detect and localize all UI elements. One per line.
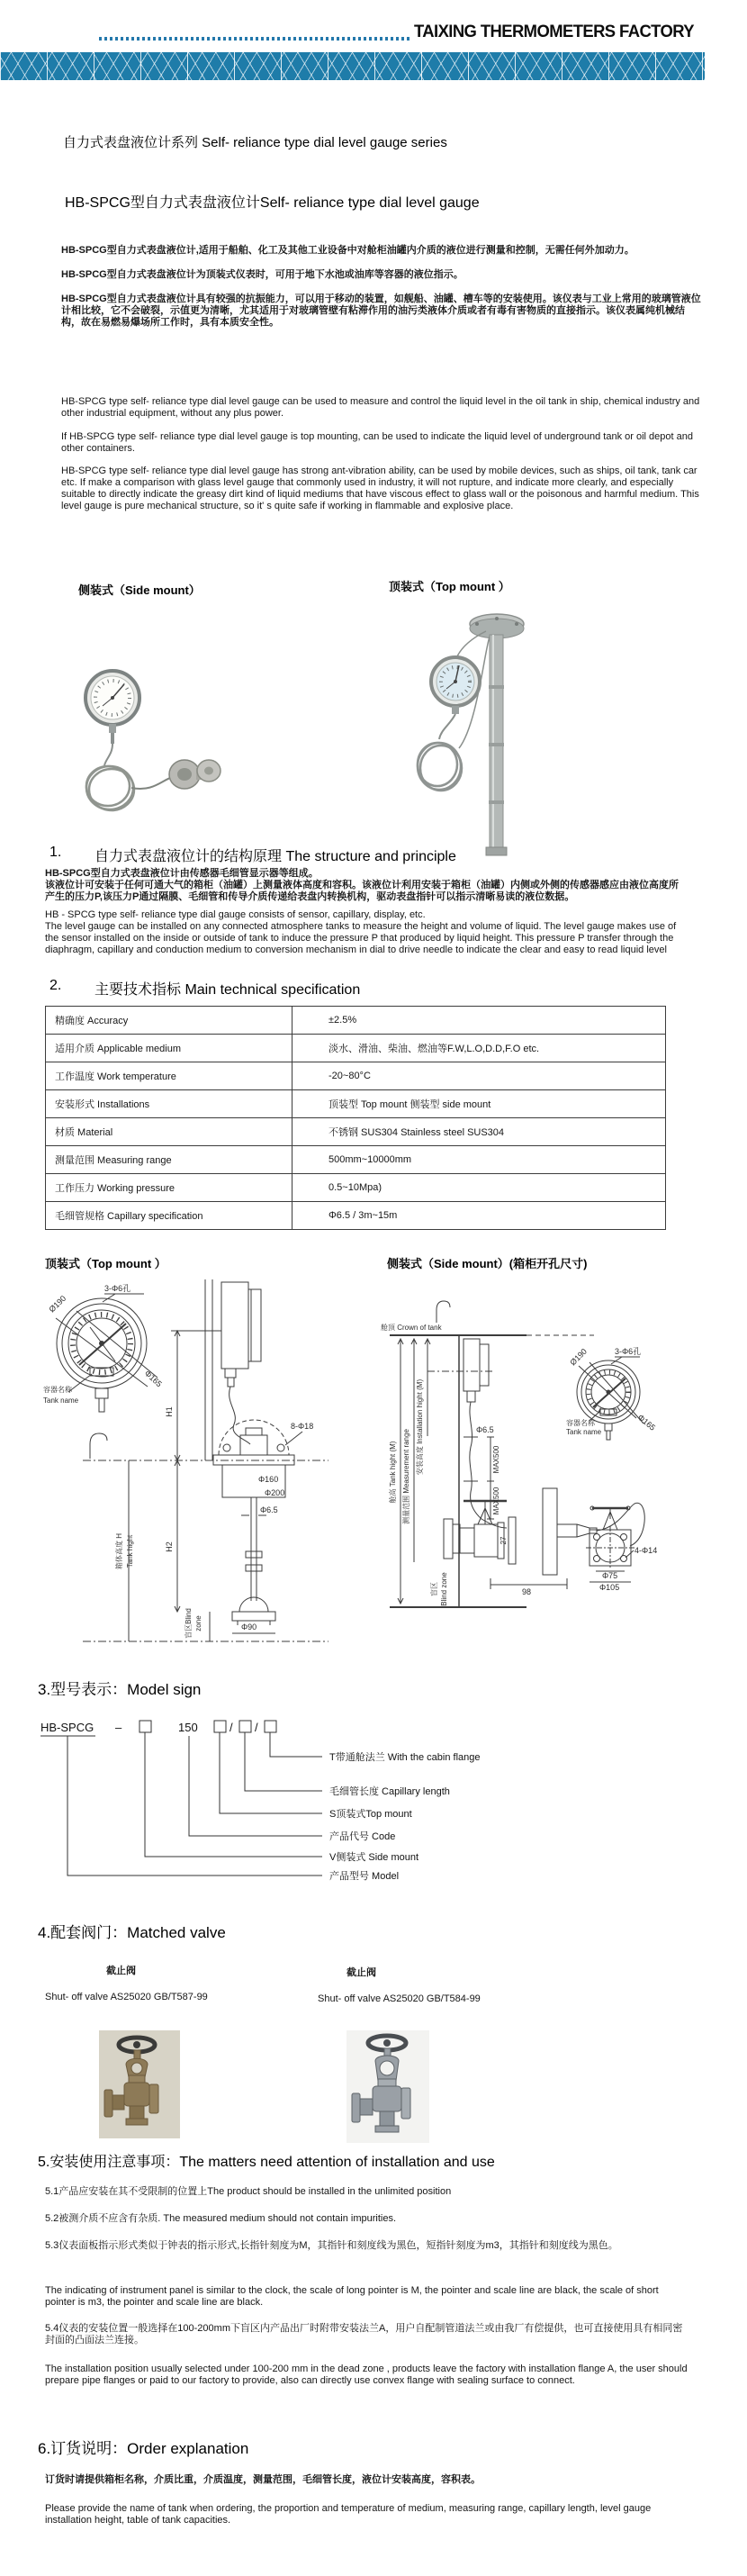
spec-value: -20~80°C (292, 1062, 666, 1090)
pattern-banner (0, 52, 705, 80)
dial-gauge (86, 671, 140, 744)
table-row (46, 1174, 666, 1202)
section1-en-line1: HB - SPCG type self- reliance type dial gauge consists of sensor, capillary, display, etc. (45, 909, 426, 920)
intro-en-3: HB-SPCG type self- reliance type dial level gauge has strong ant-vibration ability, can be used by mobile devices, such as ships, oil tank, tank car etc. If make a comparison with glass level gauge that commonly used in industry, it will not rupture, and indicate more clearly, and especially suitable to directly indicate the greasy dirt kind of liquid mediums that have viscous effect to glass wall or the poisonous and harmful medium. This level gauge is pure mechanical structure, so it' s quite safe if working in flammable and explosive place. (61, 465, 699, 511)
model-code-slash: / (230, 1721, 233, 1734)
sensor-assembly (213, 1420, 302, 1497)
annotation-d190: Ø190 (47, 1293, 68, 1315)
annotation-d200: Φ200 (265, 1488, 285, 1497)
sensor-flange (169, 760, 220, 789)
section5-item4-en: The installation position usually selected under 100-200 mm in the dead zone , products leave the factory with installation flange A, the user should prepare pipe flanges or paid to our factory to provide, also can directly use convex flange with sealing surface to connect. (45, 2364, 688, 2386)
section1-number: 1. (50, 845, 62, 860)
valve1-spec: Shut- off valve AS25020 GB/T587-99 (45, 1992, 208, 2002)
top-mount-drawing (36, 1277, 387, 1655)
table-row (46, 1146, 666, 1174)
side-drawing-label: 侧装式（Side mount）(箱柜开孔尺寸) (387, 1257, 588, 1270)
hook-symbol (436, 1301, 450, 1323)
spec-label: 精确度 Accuracy (46, 1007, 292, 1035)
annotation-blind-en: zone (194, 1615, 202, 1631)
spec-value: 顶装型 Top mount 侧装型 side mount (292, 1090, 666, 1118)
annotation-tank-height-cn: 箱体高度 H (115, 1533, 123, 1569)
annotation-dim98: 98 (522, 1587, 532, 1596)
annotation-blind-en: Blind zone (440, 1572, 448, 1606)
model-label-model: 产品型号 Model (329, 1871, 400, 1882)
section1-heading: 自力式表盘液位计的结构原理 The structure and principle (94, 849, 456, 864)
standpipe (486, 635, 507, 855)
intro-cn-2: HB-SPCG型自力式表盘液位计为顶装式仪表时，可用于地下水池或油库等容器的液位指示。 (61, 269, 464, 280)
model-label-side-mount: V侧装式 Side mount (329, 1852, 419, 1863)
annotation-crown: 舱顶 Crown of tank (381, 1324, 442, 1332)
section5-item1: 5.1产品应安装在其不受限制的位置上The product should be installed in the unlimited position (45, 2186, 452, 2197)
spec-label: 工作压力 Working pressure (46, 1174, 292, 1202)
section5-item3-en: The indicating of instrument panel is similar to the clock, the scale of long pointer is M, the pointer and scale line are black, the scale of short pointer is m3, the pointer and scale line are black. (45, 2285, 659, 2308)
annotation-holes: 3-Φ6孔 (104, 1284, 131, 1293)
table-row (46, 1062, 666, 1090)
model-code-size: 150 (178, 1721, 198, 1734)
side-mount-photo (72, 603, 243, 846)
annotation-max500-a: MAX500 (492, 1445, 500, 1474)
model-label-capillary-length: 毛细管长度 Capillary length (329, 1786, 450, 1797)
annotation-d105: Φ105 (599, 1583, 620, 1592)
section1-cn-line1: HB-SPCG型自力式表盘液位计由传感器毛细管显示器等组成。 (45, 868, 319, 879)
table-row (46, 1090, 666, 1118)
dimension-h (171, 1331, 221, 1612)
model-code-slash: / (255, 1721, 258, 1734)
section1-en-body: The level gauge can be installed on any connected atmosphere tanks to measure the height and volume of liquid. The level gauge makes use of the sensor installed on the inside or outside of tank to induce the pressure P that produced by liquid height. This pressure P transfer through the diaphragm, capillary and conduction medium to conversion mechanism in dial to drive needle to indicate the clear and easy to read liquid level (45, 921, 677, 955)
annotation-tank-name-en: Tank name (566, 1428, 602, 1436)
annotation-tank-height: 舱高 Tank hight (M) (389, 1441, 397, 1504)
top-drawing-label: 顶装式（Top mount ） (45, 1257, 166, 1270)
annotation-max500-b: MAX500 (492, 1487, 500, 1515)
intro-cn-1: HB-SPCG型自力式表盘液位计,适用于船舶、化工及其他工业设备中对舱柜油罐内介质的液位进行测量和控制，无需任何外加动力。 (61, 245, 634, 256)
model-label-top-mount: S顶装式Top mount (329, 1809, 412, 1820)
section1-cn-body: 该液位计可安装于任何可通大气的箱柜（油罐）上测量液体高度和容积。该液位计利用安装于箱柜（油罐）内侧或外侧的传感器感应由液位高度所产生的压力P,该压力P通过隔膜、毛细管和传导介质传递给表盘内转换机构，驱动表盘指针可以指示清晰易读的液位数据。 (45, 880, 679, 902)
annotation-tank-height-en: Tank hight (126, 1534, 134, 1568)
top-mount-photo-label: 顶装式（Top mount ） (389, 580, 510, 593)
section6-cn: 订货时请提供箱柜名称，介质比重，介质温度，测量范围，毛细管长度，液位计安装高度，容积表。 (45, 2474, 481, 2485)
spec-label: 材质 Material (46, 1118, 292, 1146)
annotation-d65: Φ6.5 (260, 1505, 278, 1514)
model-sign-diagram (36, 1711, 711, 1891)
hook-symbol (90, 1433, 107, 1459)
section2-number: 2. (50, 978, 62, 993)
capillary-coil (86, 766, 134, 810)
gauge-side-view (205, 1279, 261, 1460)
intro-cn-3: HB-SPCG型自力式表盘液位计具有较强的抗振能力，可以用于移动的装置，如舰船、油罐、槽车等的安装使用。该仪表与工业上常用的玻璃管液位计相比较，它不会破裂，示值更为清晰，尤其适用于对玻璃管壁有粘滞作用的油污类液体介质或者有毒有害物质的直接指示。该仪表属纯机械结构，故在易燃易爆场所工作时，具有本质安全性。 (61, 294, 701, 328)
table-row (46, 1118, 666, 1146)
annotation-bolt-holes: 8-Φ18 (291, 1422, 314, 1431)
section5-item4: 5.4仪表的安装位置一般选择在100-200mm下盲区内产品出厂时附带安装法兰A，用户自配制管道法兰或由我厂有偿提供，也可直接使用具有相同密封面的凸面法兰连接。 (45, 2323, 683, 2346)
valve1-name: 截止阀 (106, 1966, 136, 1976)
side-mount-photo-label: 侧装式（Side mount） (78, 583, 201, 597)
side-mount-drawing (374, 1292, 734, 1670)
valve2-name: 截止阀 (346, 1967, 376, 1978)
annotation-d165: Φ165 (142, 1369, 164, 1389)
section6-en: Please provide the name of tank when ordering, the proportion and temperature of medium, measuring range, capillary length, level gauge installation height, table of tank capacities. (45, 2503, 652, 2526)
annotation-d65: Φ6.5 (476, 1425, 494, 1434)
annotation-measure-range: 测量范围 Measurement range (402, 1429, 410, 1524)
annotation-install-height: 安装高度 Installation hight (M) (416, 1378, 424, 1476)
spec-value: Φ6.5 / 3m~15m (292, 1202, 666, 1230)
page-title: 自力式表盘液位计系列 Self- reliance type dial level gauge series (63, 135, 447, 150)
spec-value: 不锈钢 SUS304 Stainless steel SUS304 (292, 1118, 666, 1146)
brand-title: TAIXING THERMOMETERS FACTORY (414, 23, 695, 41)
valve2-photo (346, 2030, 429, 2143)
intro-en-1: HB-SPCG type self- reliance type dial level gauge can be used to measure and control the liquid level in the oil tank in ship, chemical industry and other industrial equipment, without any plus power. (61, 396, 700, 419)
capillary-coil (418, 743, 462, 791)
annotation-holes: 3-Φ6孔 (615, 1347, 642, 1356)
page-subtitle: HB-SPCG型自力式表盘液位计Self- reliance type dial level gauge (65, 195, 480, 211)
spec-label: 工作温度 Work temperature (46, 1062, 292, 1090)
annotation-tank-name-cn: 容器名称 (566, 1419, 595, 1427)
valve1-photo (99, 2030, 180, 2138)
table-row (46, 1007, 666, 1035)
model-label-code: 产品代号 Code (329, 1831, 396, 1842)
annotation-holes4: 4-Φ14 (634, 1546, 658, 1555)
annotation-d190: Ø190 (568, 1346, 589, 1368)
spec-label: 安装形式 Installations (46, 1090, 292, 1118)
spec-value: 500mm~10000mm (292, 1146, 666, 1174)
section5-heading: 5.安装使用注意事项：The matters need attention of installation and use (38, 2155, 495, 2170)
dial-gauge (431, 657, 480, 714)
top-mount-photo (387, 599, 567, 860)
annotation-d90: Φ90 (241, 1622, 257, 1631)
annotation-d75: Φ75 (602, 1571, 618, 1580)
spec-label: 毛细管规格 Capillary specification (46, 1202, 292, 1230)
annotation-blind-cn: 盲区 (430, 1582, 438, 1596)
annotation-h2: H2 (165, 1541, 174, 1552)
spec-label: 测量范围 Measuring range (46, 1146, 292, 1174)
annotation-h1: H1 (165, 1406, 174, 1417)
annotation-tank-name-en: Tank name (43, 1396, 79, 1405)
section4-heading: 4.配套阀门：Matched valve (38, 1924, 226, 1941)
annotation-d160: Φ160 (258, 1475, 279, 1484)
spec-value: ±2.5% (292, 1007, 666, 1035)
model-label-cabin-flange: T带通舱法兰 With the cabin flange (329, 1752, 481, 1763)
section6-heading: 6.订货说明：Order explanation (38, 2440, 249, 2457)
dotted-rule (99, 37, 411, 41)
intro-en-2: If HB-SPCG type self- reliance type dial level gauge is top mounting, can be used to indicate the liquid level of underground tank or oil depot and other containers. (61, 431, 693, 454)
model-code-dash: – (115, 1721, 122, 1734)
annotation-tank-name-cn: 容器名称 (43, 1386, 72, 1394)
section3-heading: 3.型号表示：Model sign (38, 1681, 202, 1698)
table-row (46, 1035, 666, 1062)
dial-front-view (56, 1298, 158, 1412)
capillary-lead (131, 777, 173, 789)
valve2-spec: Shut- off valve AS25020 GB/T584-99 (318, 1993, 481, 2004)
capillary-tube (104, 744, 112, 765)
section5-item2: 5.2被测介质不应含有杂质. The measured medium should not contain impurities. (45, 2213, 397, 2224)
annotation-blind-cn: 盲区Blind (184, 1608, 193, 1639)
spec-label: 适用介质 Applicable medium (46, 1035, 292, 1062)
capillary-lower (439, 714, 455, 739)
model-code-prefix: HB-SPCG (40, 1721, 94, 1734)
annotation-dim27: 27 (500, 1536, 508, 1545)
table-row (46, 1202, 666, 1230)
section2-heading: 主要技术指标 Main technical specification (94, 982, 361, 998)
spec-value: 淡水、滑油、柴油、燃油等F.W,L.O,D.D,F.O etc. (292, 1035, 666, 1062)
annotation-d165: Φ165 (635, 1412, 658, 1433)
spec-table (45, 1006, 666, 1230)
spec-value: 0.5~10Mpa) (292, 1174, 666, 1202)
section5-item3: 5.3仪表面板指示形式类似于钟表的指示形式,长指针刻度为M，其指针和刻度线为黑色，短指针刻度为m3，其指针和刻度线为黑色。 (45, 2240, 618, 2251)
